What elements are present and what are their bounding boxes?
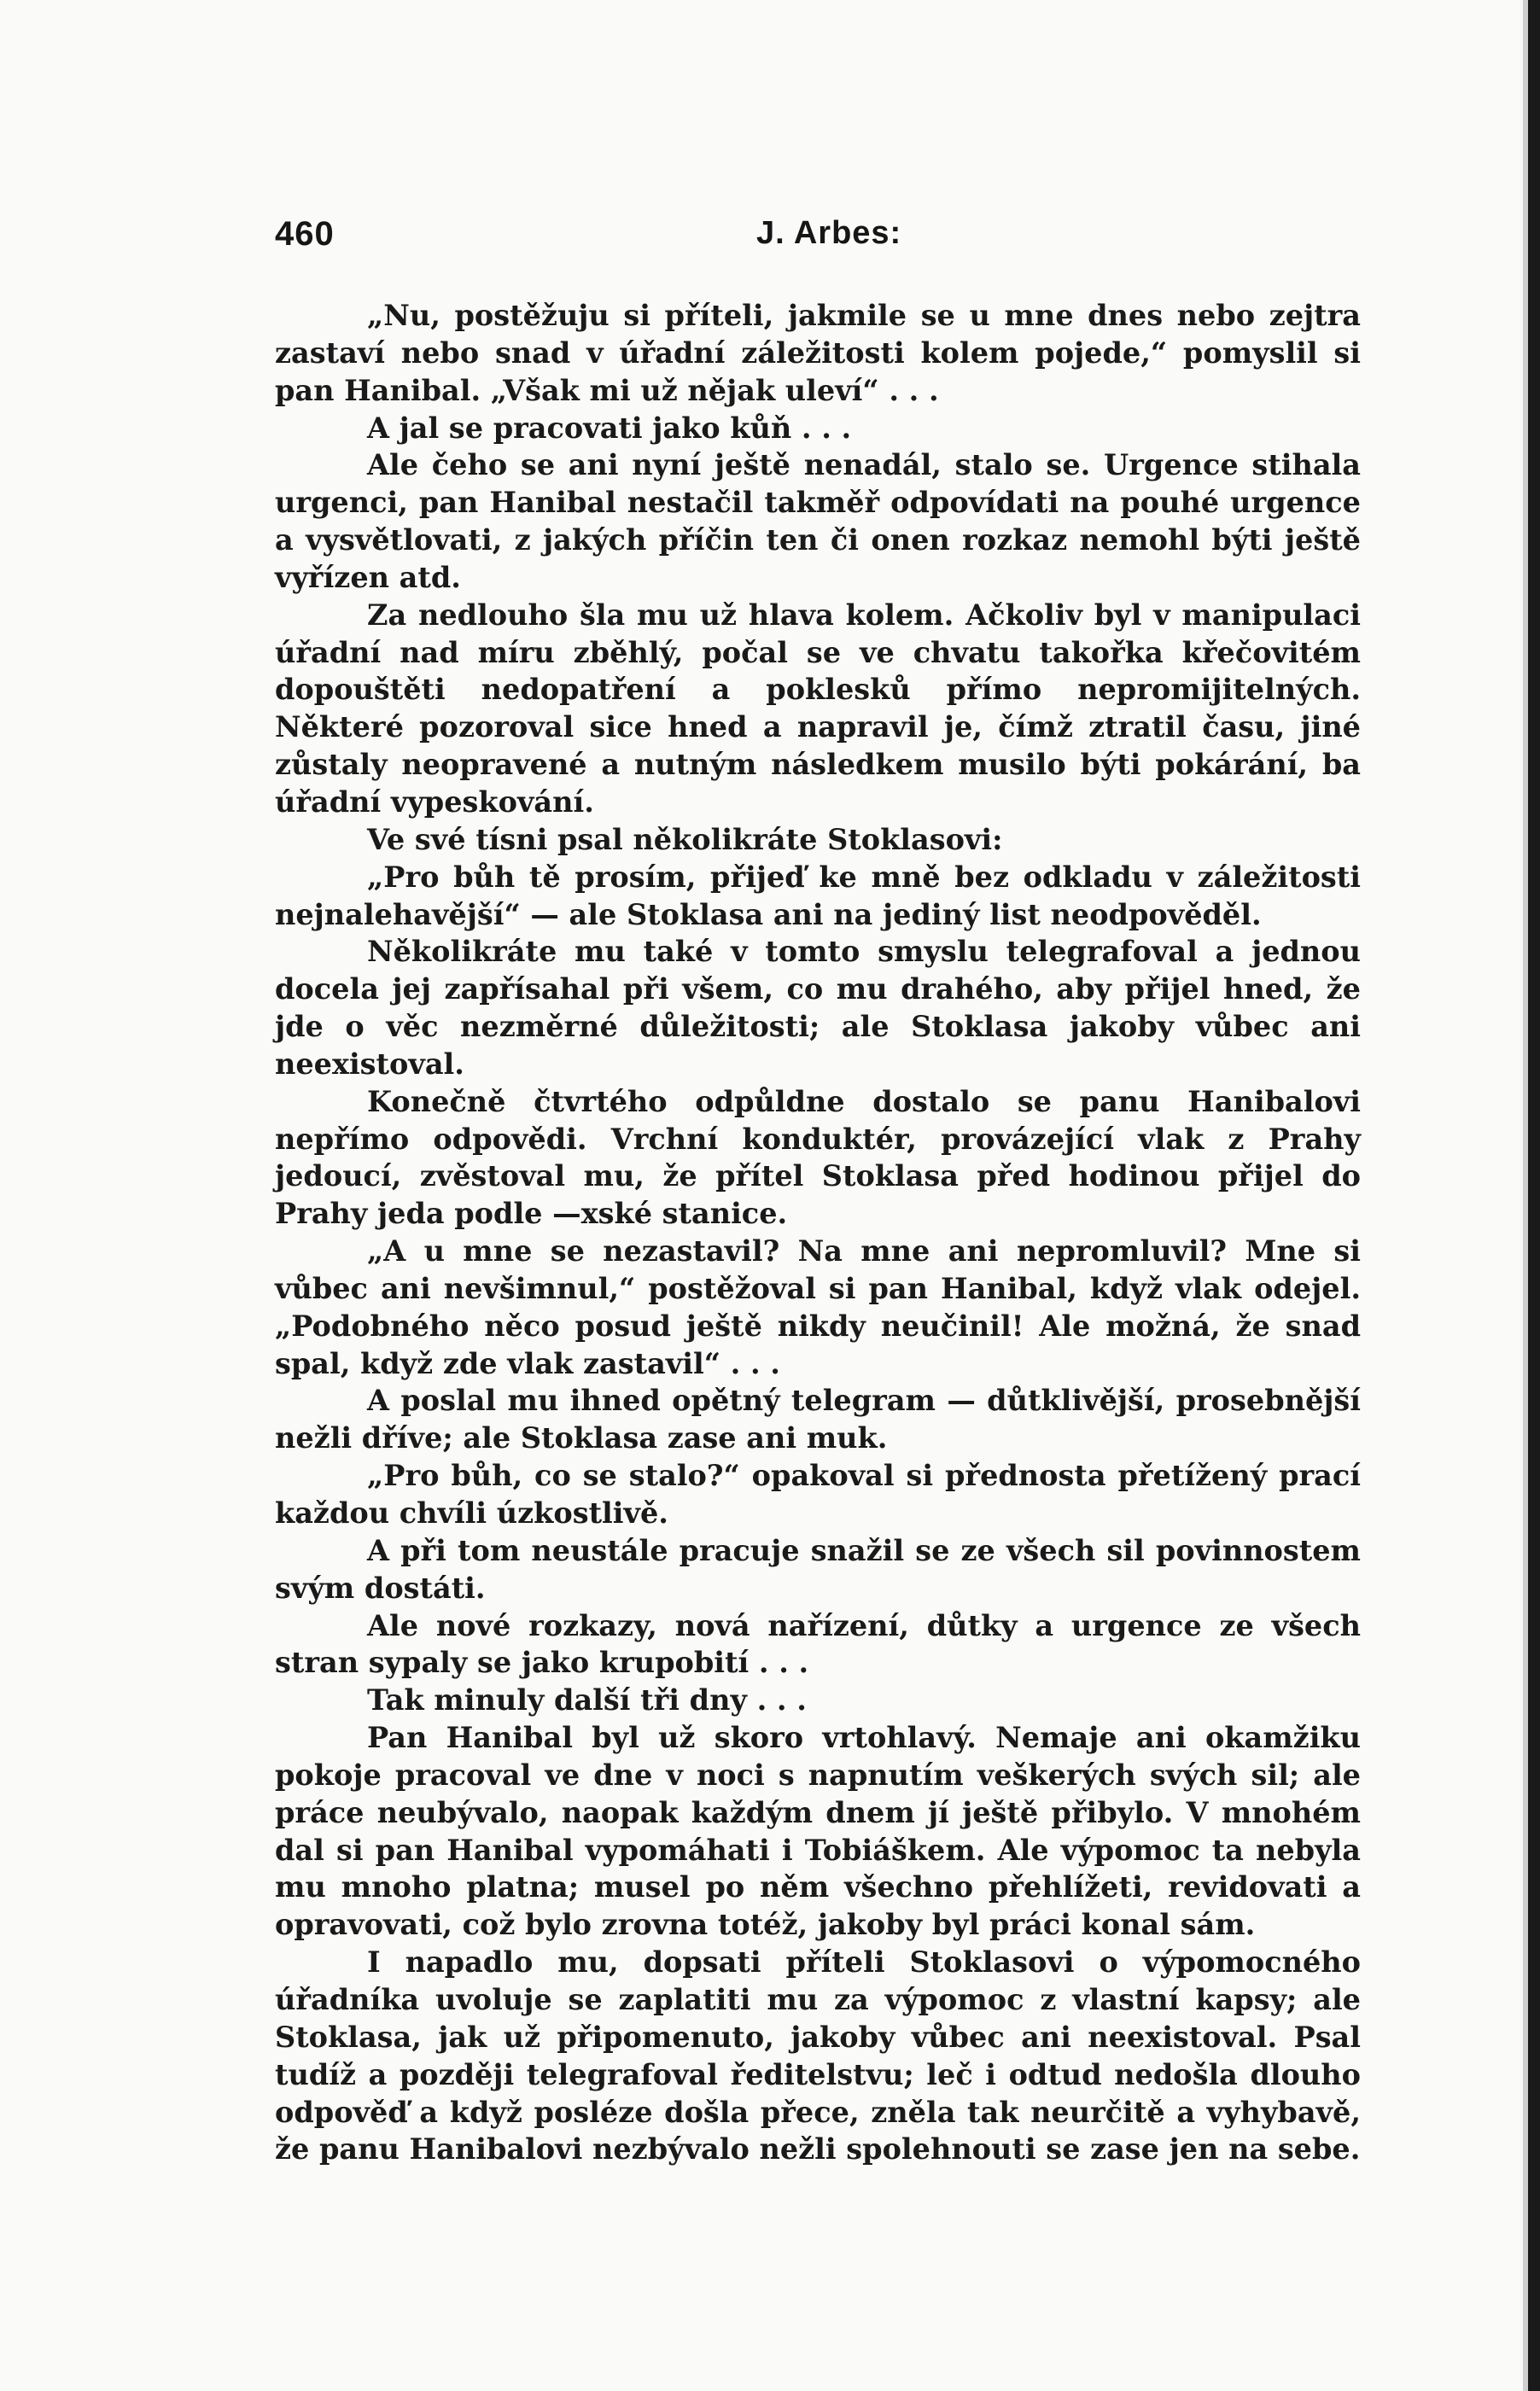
paragraph: A jal se pracovati jako kůň . . . <box>367 411 852 445</box>
paragraph: Za nedlouho šla mu už hlava kolem. Ačkoliv byl v manipulaci úřadní nad míru zběhlý, počal se ve chvatu takořka křečovitém dopouštěti nedopatření a poklesků přímo nepromijitelných. Některé pozoroval sice hned a napravil je, čímž ztratil času, jiné zůstaly neopravené a nutným následkem musilo býti pokárání, ba úřadní vypeskování. <box>275 598 1361 819</box>
paragraph: A při tom neustále pracuje snažil se ze všech sil povinnostem svým dostáti. <box>275 1533 1361 1605</box>
paragraph: I napadlo mu, dopsati příteli Stoklasovi o výpomocného úřadníka uvoluje se zaplatiti mu za výpomoc z vlastní kapsy; ale Stoklasa, jak už připomenuto, jakoby vůbec ani neexistoval. Psal tudíž a později telegrafoval ředitelstvu; leč i odtud nedošla dlouho odpověď a když posléze došla přece, zněla tak neurčitě a vyhybavě, že panu Hanibalovi nezbývalo nežli spolehnouti se zase jen na sebe. <box>275 1945 1361 2166</box>
paragraph: Pan Hanibal byl už skoro vrtohlavý. Nemaje ani okamžiku pokoje pracoval ve dne v noci s napnutím veškerých svých sil; ale práce neubývalo, naopak každým dnem jí ještě přibylo. V mnohém dal si pan Hanibal vypomáhati i Tobiáškem. Ale výpomoc ta nebyla mu mnoho platna; musel po něm všechno přehlížeti, revidovati a opravovati, což bylo zrovna totéž, jakoby byl práci konal sám. <box>275 1721 1361 1942</box>
paragraph: Ale nové rozkazy, nová nařízení, důtky a urgence ze všech stran sypaly se jako krupobití . . . <box>275 1608 1361 1680</box>
page-number: 460 <box>275 215 335 253</box>
paragraph: Ve své tísni psal několikráte Stoklasovi: <box>367 822 1003 856</box>
page-header <box>275 215 1350 266</box>
paragraph: A poslal mu ihned opětný telegram — důtklivější, prosebnější nežli dříve; ale Stoklasa zase ani muk. <box>275 1384 1361 1455</box>
paragraph: „Nu, postěžuju si příteli, jakmile se u mne dnes nebo zejtra zastaví nebo snad v úřadní záležitosti kolem pojede,“ pomyslil si pan Hanibal. „Však mi už nějak uleví“ . . . <box>275 299 1361 407</box>
running-head: J. Arbes: <box>756 215 902 251</box>
paragraph: „Pro bůh, co se stalo?“ opakoval si přednosta přetížený prací každou chvíli úzkostlivě. <box>275 1459 1361 1530</box>
paragraph: Několikráte mu také v tomto smyslu telegrafoval a jednou docela jej zapřísahal při všem, co mu drahého, aby přijel hned, že jde o věc nezměrné důležitosti; ale Stoklasa jakoby vůbec ani neexistoval. <box>275 935 1361 1081</box>
paragraph: Tak minuly další tři dny . . . <box>367 1683 807 1717</box>
scan-border <box>1528 0 1540 2391</box>
paragraph: „Pro bůh tě prosím, přijeď ke mně bez odkladu v záležitosti nejnalehavější“ — ale Stoklasa ani na jediný list neodpověděl. <box>275 860 1361 931</box>
paragraph: „A u mne se nezastavil? Na mne ani nepromluvil? Mne si vůbec ani nevšimnul,“ postěžoval si pan Hanibal, když vlak odejel. „Podobného něco posud ještě nikdy neučinil! Ale možná, že snad spal, když zde vlak zastavil“ . . . <box>275 1234 1361 1380</box>
paragraph: Ale čeho se ani nyní ještě nenadál, stalo se. Urgence stihala urgenci, pan Hanibal nestačil takměř odpovídati na pouhé urgence a vysvětlovati, z jakých příčin ten či onen rozkaz nemohl býti ještě vyřízen atd. <box>275 448 1361 594</box>
paragraph: Konečně čtvrtého odpůldne dostalo se panu Hanibalovi nepřímo odpovědi. Vrchní konduktér, provázející vlak z Prahy jedoucí, zvěstoval mu, že přítel Stoklasa před hodinou přijel do Prahy jeda podle —xské stanice. <box>275 1084 1361 1231</box>
body-text <box>275 297 1361 2168</box>
